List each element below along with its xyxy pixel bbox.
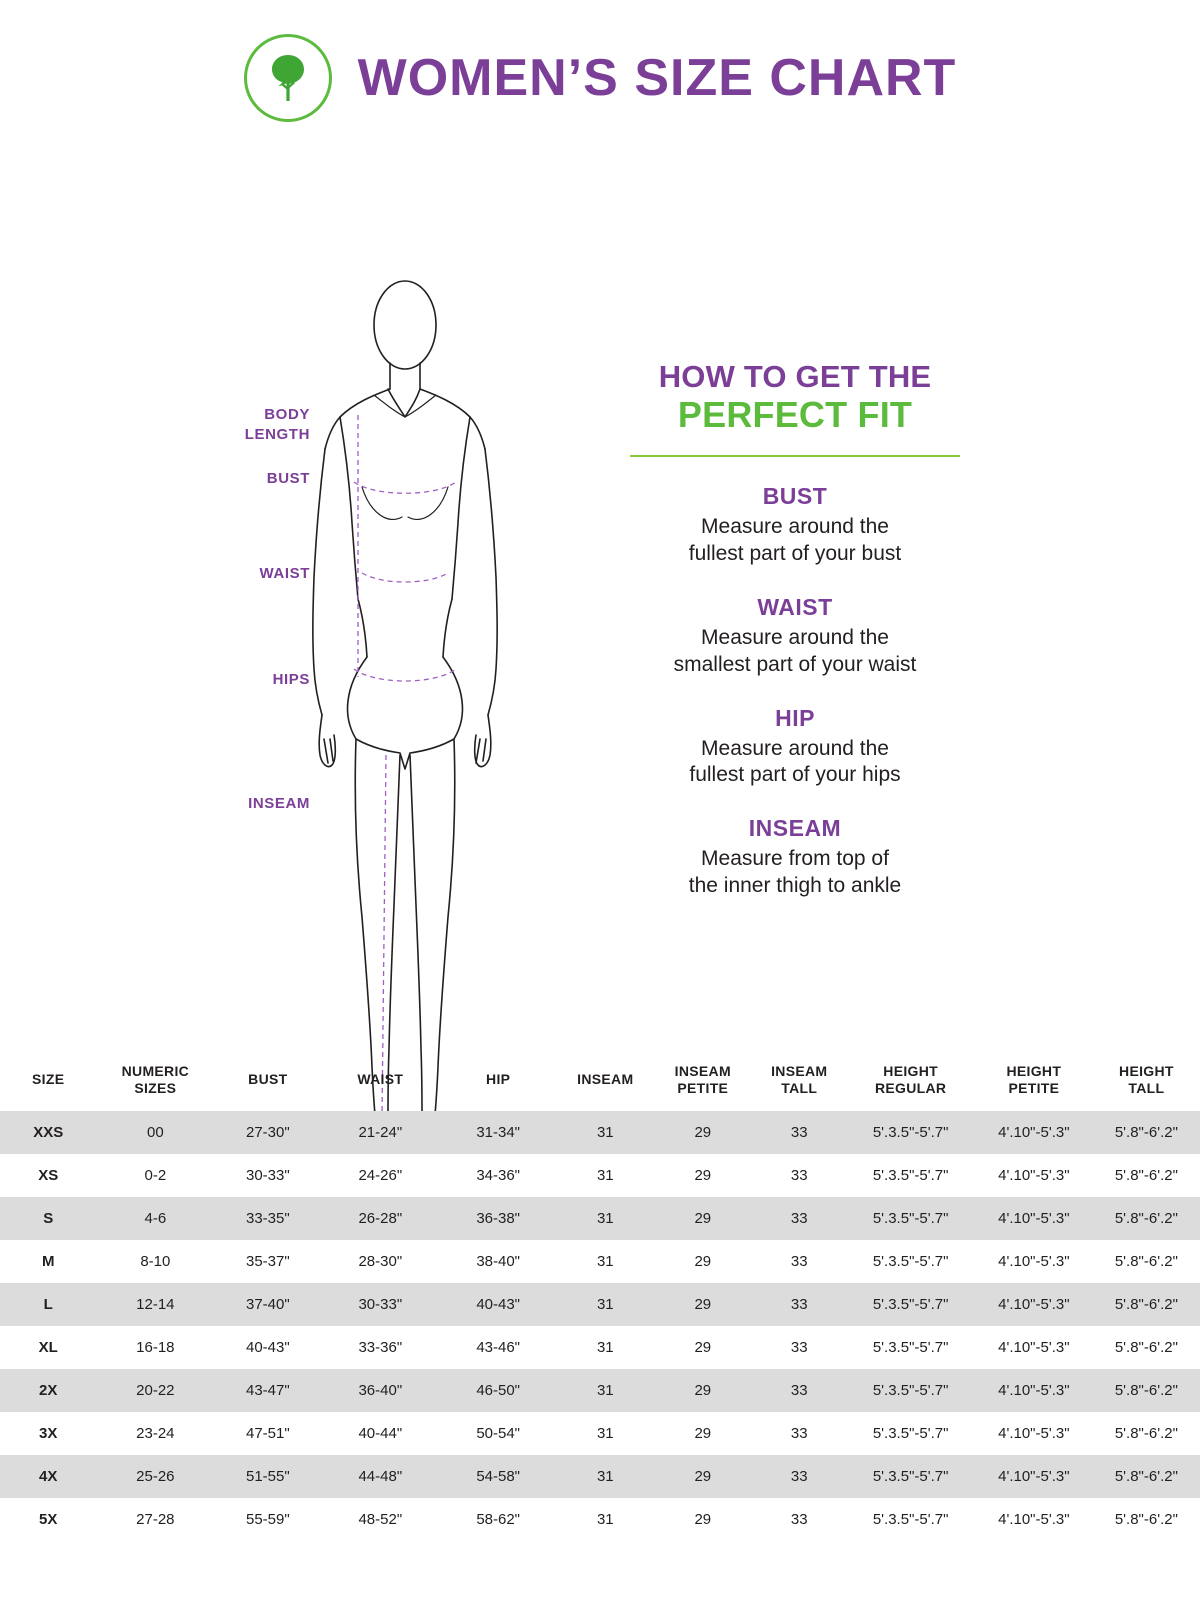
table-column-header: INSEAM TALL xyxy=(771,1063,828,1096)
table-cell: 29 xyxy=(694,1424,712,1442)
table-cell: 4'.10"-5'.3" xyxy=(998,1424,1070,1442)
label-body-length: BODY LENGTH xyxy=(244,406,310,444)
page-header xyxy=(0,0,1200,122)
table-cell-size: S xyxy=(43,1209,54,1227)
fit-item-title: HIP xyxy=(775,704,815,731)
table-cell: 29 xyxy=(694,1252,712,1270)
table-cell: 30-33" xyxy=(358,1295,403,1313)
label-waist: WAIST xyxy=(259,565,310,582)
table-cell: 20-22 xyxy=(136,1381,175,1399)
table-cell: 50-54" xyxy=(476,1424,521,1442)
table-column-header: SIZE xyxy=(32,1071,65,1088)
table-cell: 5'.3.5"-5'.7" xyxy=(872,1510,949,1528)
table-cell: 24-26" xyxy=(358,1166,403,1184)
table-cell: 46-50" xyxy=(476,1381,521,1399)
table-cell: 34-36" xyxy=(476,1166,521,1184)
fit-item-desc xyxy=(595,736,995,790)
table-cell: 5'.8"-6'.2" xyxy=(1114,1338,1178,1356)
table-cell: 30-33" xyxy=(245,1166,290,1184)
table-cell: 33 xyxy=(790,1295,808,1313)
table-row xyxy=(0,1154,1200,1197)
table-cell: 5'.3.5"-5'.7" xyxy=(872,1295,949,1313)
table-column-header: HEIGHT REGULAR xyxy=(874,1063,947,1096)
table-column-header: HEIGHT TALL xyxy=(1119,1063,1174,1096)
table-cell: 4'.10"-5'.3" xyxy=(998,1338,1070,1356)
table-row xyxy=(0,1455,1200,1498)
female-body-outline-figure xyxy=(270,277,540,1162)
table-cell: 43-47" xyxy=(245,1381,290,1399)
table-cell: 0-2 xyxy=(144,1166,167,1184)
table-cell: 47-51" xyxy=(245,1424,290,1442)
label-inseam: INSEAM xyxy=(248,795,310,812)
figure-area xyxy=(0,122,1200,1022)
table-cell: 31 xyxy=(596,1381,614,1399)
table-column-header: WAIST xyxy=(357,1071,404,1088)
label-hips: HIPS xyxy=(272,671,310,688)
table-column-header: NUMERIC SIZES xyxy=(121,1063,190,1096)
fit-item-hip xyxy=(595,705,995,790)
table-cell: 5'.3.5"-5'.7" xyxy=(872,1467,949,1485)
table-cell: 28-30" xyxy=(358,1252,403,1270)
fit-item-desc xyxy=(595,846,995,900)
table-cell: 16-18 xyxy=(136,1338,175,1356)
fit-item-desc-line1: Measure from top of xyxy=(701,847,889,871)
perfect-fit-panel xyxy=(595,360,995,926)
fit-item-desc-line2: fullest part of your bust xyxy=(688,541,902,565)
table-cell: 00 xyxy=(147,1123,164,1141)
table-cell: 4'.10"-5'.3" xyxy=(998,1510,1070,1528)
fit-item-bust xyxy=(595,483,995,568)
fit-item-inseam xyxy=(595,815,995,900)
table-cell: 27-30" xyxy=(245,1123,290,1141)
table-column-header: INSEAM PETITE xyxy=(674,1063,731,1096)
table-cell: 4-6 xyxy=(144,1209,167,1227)
fit-item-title: WAIST xyxy=(757,593,833,620)
table-cell: 31 xyxy=(596,1295,614,1313)
table-cell: 4'.10"-5'.3" xyxy=(998,1123,1070,1141)
table-cell: 54-58" xyxy=(476,1467,521,1485)
table-cell: 33-36" xyxy=(358,1338,403,1356)
divider xyxy=(630,455,960,457)
table-cell: 12-14 xyxy=(136,1295,175,1313)
table-cell: 4'.10"-5'.3" xyxy=(998,1295,1070,1313)
fit-item-desc xyxy=(595,514,995,568)
table-cell: 35-37" xyxy=(245,1252,290,1270)
table-row xyxy=(0,1326,1200,1369)
table-cell: 4'.10"-5'.3" xyxy=(998,1252,1070,1270)
table-cell: 33 xyxy=(790,1209,808,1227)
fit-item-desc xyxy=(595,625,995,679)
table-cell-size: M xyxy=(41,1252,55,1270)
table-row xyxy=(0,1498,1200,1541)
table-cell-size: 5X xyxy=(39,1510,58,1528)
table-cell: 31 xyxy=(596,1252,614,1270)
table-cell: 4'.10"-5'.3" xyxy=(998,1381,1070,1399)
table-cell: 33 xyxy=(790,1123,808,1141)
fit-item-title: BUST xyxy=(762,483,828,510)
table-cell: 5'.3.5"-5'.7" xyxy=(872,1424,949,1442)
table-cell: 33 xyxy=(790,1467,808,1485)
table-cell: 5'.8"-6'.2" xyxy=(1114,1467,1178,1485)
table-cell-size: XL xyxy=(38,1338,58,1356)
table-cell: 36-40" xyxy=(358,1381,403,1399)
table-cell: 25-26 xyxy=(136,1467,175,1485)
fit-item-desc-line2: fullest part of your hips xyxy=(689,763,901,787)
table-row xyxy=(0,1412,1200,1455)
table-cell: 43-46" xyxy=(476,1338,521,1356)
table-cell: 33 xyxy=(790,1510,808,1528)
table-cell: 48-52" xyxy=(358,1510,403,1528)
table-cell: 29 xyxy=(694,1467,712,1485)
table-cell: 29 xyxy=(694,1510,712,1528)
table-cell: 4'.10"-5'.3" xyxy=(998,1166,1070,1184)
table-row xyxy=(0,1111,1200,1154)
table-cell: 5'.8"-6'.2" xyxy=(1114,1252,1178,1270)
table-cell: 38-40" xyxy=(476,1252,521,1270)
label-bust: BUST xyxy=(266,470,310,487)
table-column-header: INSEAM xyxy=(577,1071,634,1088)
table-cell: 4'.10"-5'.3" xyxy=(998,1209,1070,1227)
table-cell: 21-24" xyxy=(358,1123,403,1141)
table-cell: 51-55" xyxy=(245,1467,290,1485)
size-chart-table xyxy=(0,1055,1200,1541)
table-cell-size: 4X xyxy=(39,1467,58,1485)
table-cell: 31 xyxy=(596,1424,614,1442)
table-cell: 29 xyxy=(694,1381,712,1399)
table-cell: 5'.3.5"-5'.7" xyxy=(872,1381,949,1399)
table-row xyxy=(0,1369,1200,1412)
fit-heading-line2: PERFECT FIT xyxy=(677,393,913,435)
table-cell: 5'.8"-6'.2" xyxy=(1114,1510,1178,1528)
table-row xyxy=(0,1197,1200,1240)
table-cell: 5'.8"-6'.2" xyxy=(1114,1424,1178,1442)
table-cell-size: 2X xyxy=(39,1381,58,1399)
table-cell: 31 xyxy=(596,1510,614,1528)
table-cell: 29 xyxy=(694,1295,712,1313)
table-cell: 44-48" xyxy=(358,1467,403,1485)
table-cell: 23-24 xyxy=(136,1424,175,1442)
table-cell: 26-28" xyxy=(358,1209,403,1227)
fit-item-desc-line2: smallest part of your waist xyxy=(673,652,917,676)
fit-item-waist xyxy=(595,594,995,679)
table-cell: 31 xyxy=(596,1467,614,1485)
table-column-header: HIP xyxy=(486,1071,511,1088)
table-cell: 29 xyxy=(694,1209,712,1227)
table-cell: 29 xyxy=(694,1123,712,1141)
page-title: WOMEN’S SIZE CHART xyxy=(357,49,957,107)
table-cell: 33 xyxy=(790,1166,808,1184)
table-cell: 31-34" xyxy=(476,1123,521,1141)
tree-logo-icon xyxy=(244,34,332,122)
table-cell: 31 xyxy=(596,1166,614,1184)
table-cell-size: 3X xyxy=(39,1424,58,1442)
table-cell: 5'.3.5"-5'.7" xyxy=(872,1252,949,1270)
table-cell: 37-40" xyxy=(245,1295,290,1313)
table-cell: 5'.8"-6'.2" xyxy=(1114,1123,1178,1141)
table-cell: 40-44" xyxy=(358,1424,403,1442)
fit-item-desc-line1: Measure around the xyxy=(701,625,889,649)
table-cell: 4'.10"-5'.3" xyxy=(998,1467,1070,1485)
table-cell: 8-10 xyxy=(140,1252,171,1270)
table-column-header: HEIGHT PETITE xyxy=(1006,1063,1062,1096)
table-cell: 33 xyxy=(790,1252,808,1270)
table-cell: 5'.3.5"-5'.7" xyxy=(872,1123,949,1141)
table-cell: 29 xyxy=(694,1166,712,1184)
fit-item-desc-line2: the inner thigh to ankle xyxy=(688,874,902,898)
table-cell: 33 xyxy=(790,1424,808,1442)
table-cell: 5'.3.5"-5'.7" xyxy=(872,1209,949,1227)
table-cell: 5'.3.5"-5'.7" xyxy=(872,1166,949,1184)
table-cell: 31 xyxy=(596,1209,614,1227)
table-cell: 31 xyxy=(596,1338,614,1356)
table-cell: 5'.8"-6'.2" xyxy=(1114,1209,1178,1227)
table-cell-size: XS xyxy=(38,1166,59,1184)
fit-item-desc-line1: Measure around the xyxy=(701,736,889,760)
table-cell: 33 xyxy=(790,1381,808,1399)
table-cell: 5'.3.5"-5'.7" xyxy=(872,1338,949,1356)
fit-item-desc-line1: Measure around the xyxy=(701,515,889,539)
table-cell: 58-62" xyxy=(476,1510,521,1528)
fit-heading-line1: HOW TO GET THE xyxy=(658,359,932,394)
table-cell: 29 xyxy=(694,1338,712,1356)
table-cell-size: L xyxy=(43,1295,53,1313)
table-cell: 27-28 xyxy=(136,1510,175,1528)
fit-item-title: INSEAM xyxy=(748,815,842,842)
table-cell: 36-38" xyxy=(476,1209,521,1227)
table-cell: 40-43" xyxy=(245,1338,290,1356)
table-cell: 5'.8"-6'.2" xyxy=(1114,1166,1178,1184)
table-cell: 5'.8"-6'.2" xyxy=(1114,1381,1178,1399)
table-body xyxy=(0,1111,1200,1541)
table-cell: 33 xyxy=(790,1338,808,1356)
table-cell: 5'.8"-6'.2" xyxy=(1114,1295,1178,1313)
table-cell: 33-35" xyxy=(245,1209,290,1227)
table-cell: 31 xyxy=(596,1123,614,1141)
table-row xyxy=(0,1283,1200,1326)
table-header-row xyxy=(0,1055,1200,1111)
table-cell: 40-43" xyxy=(476,1295,521,1313)
table-cell: 55-59" xyxy=(245,1510,290,1528)
table-row xyxy=(0,1240,1200,1283)
table-column-header: BUST xyxy=(248,1071,288,1088)
table-cell-size: XXS xyxy=(33,1123,64,1141)
